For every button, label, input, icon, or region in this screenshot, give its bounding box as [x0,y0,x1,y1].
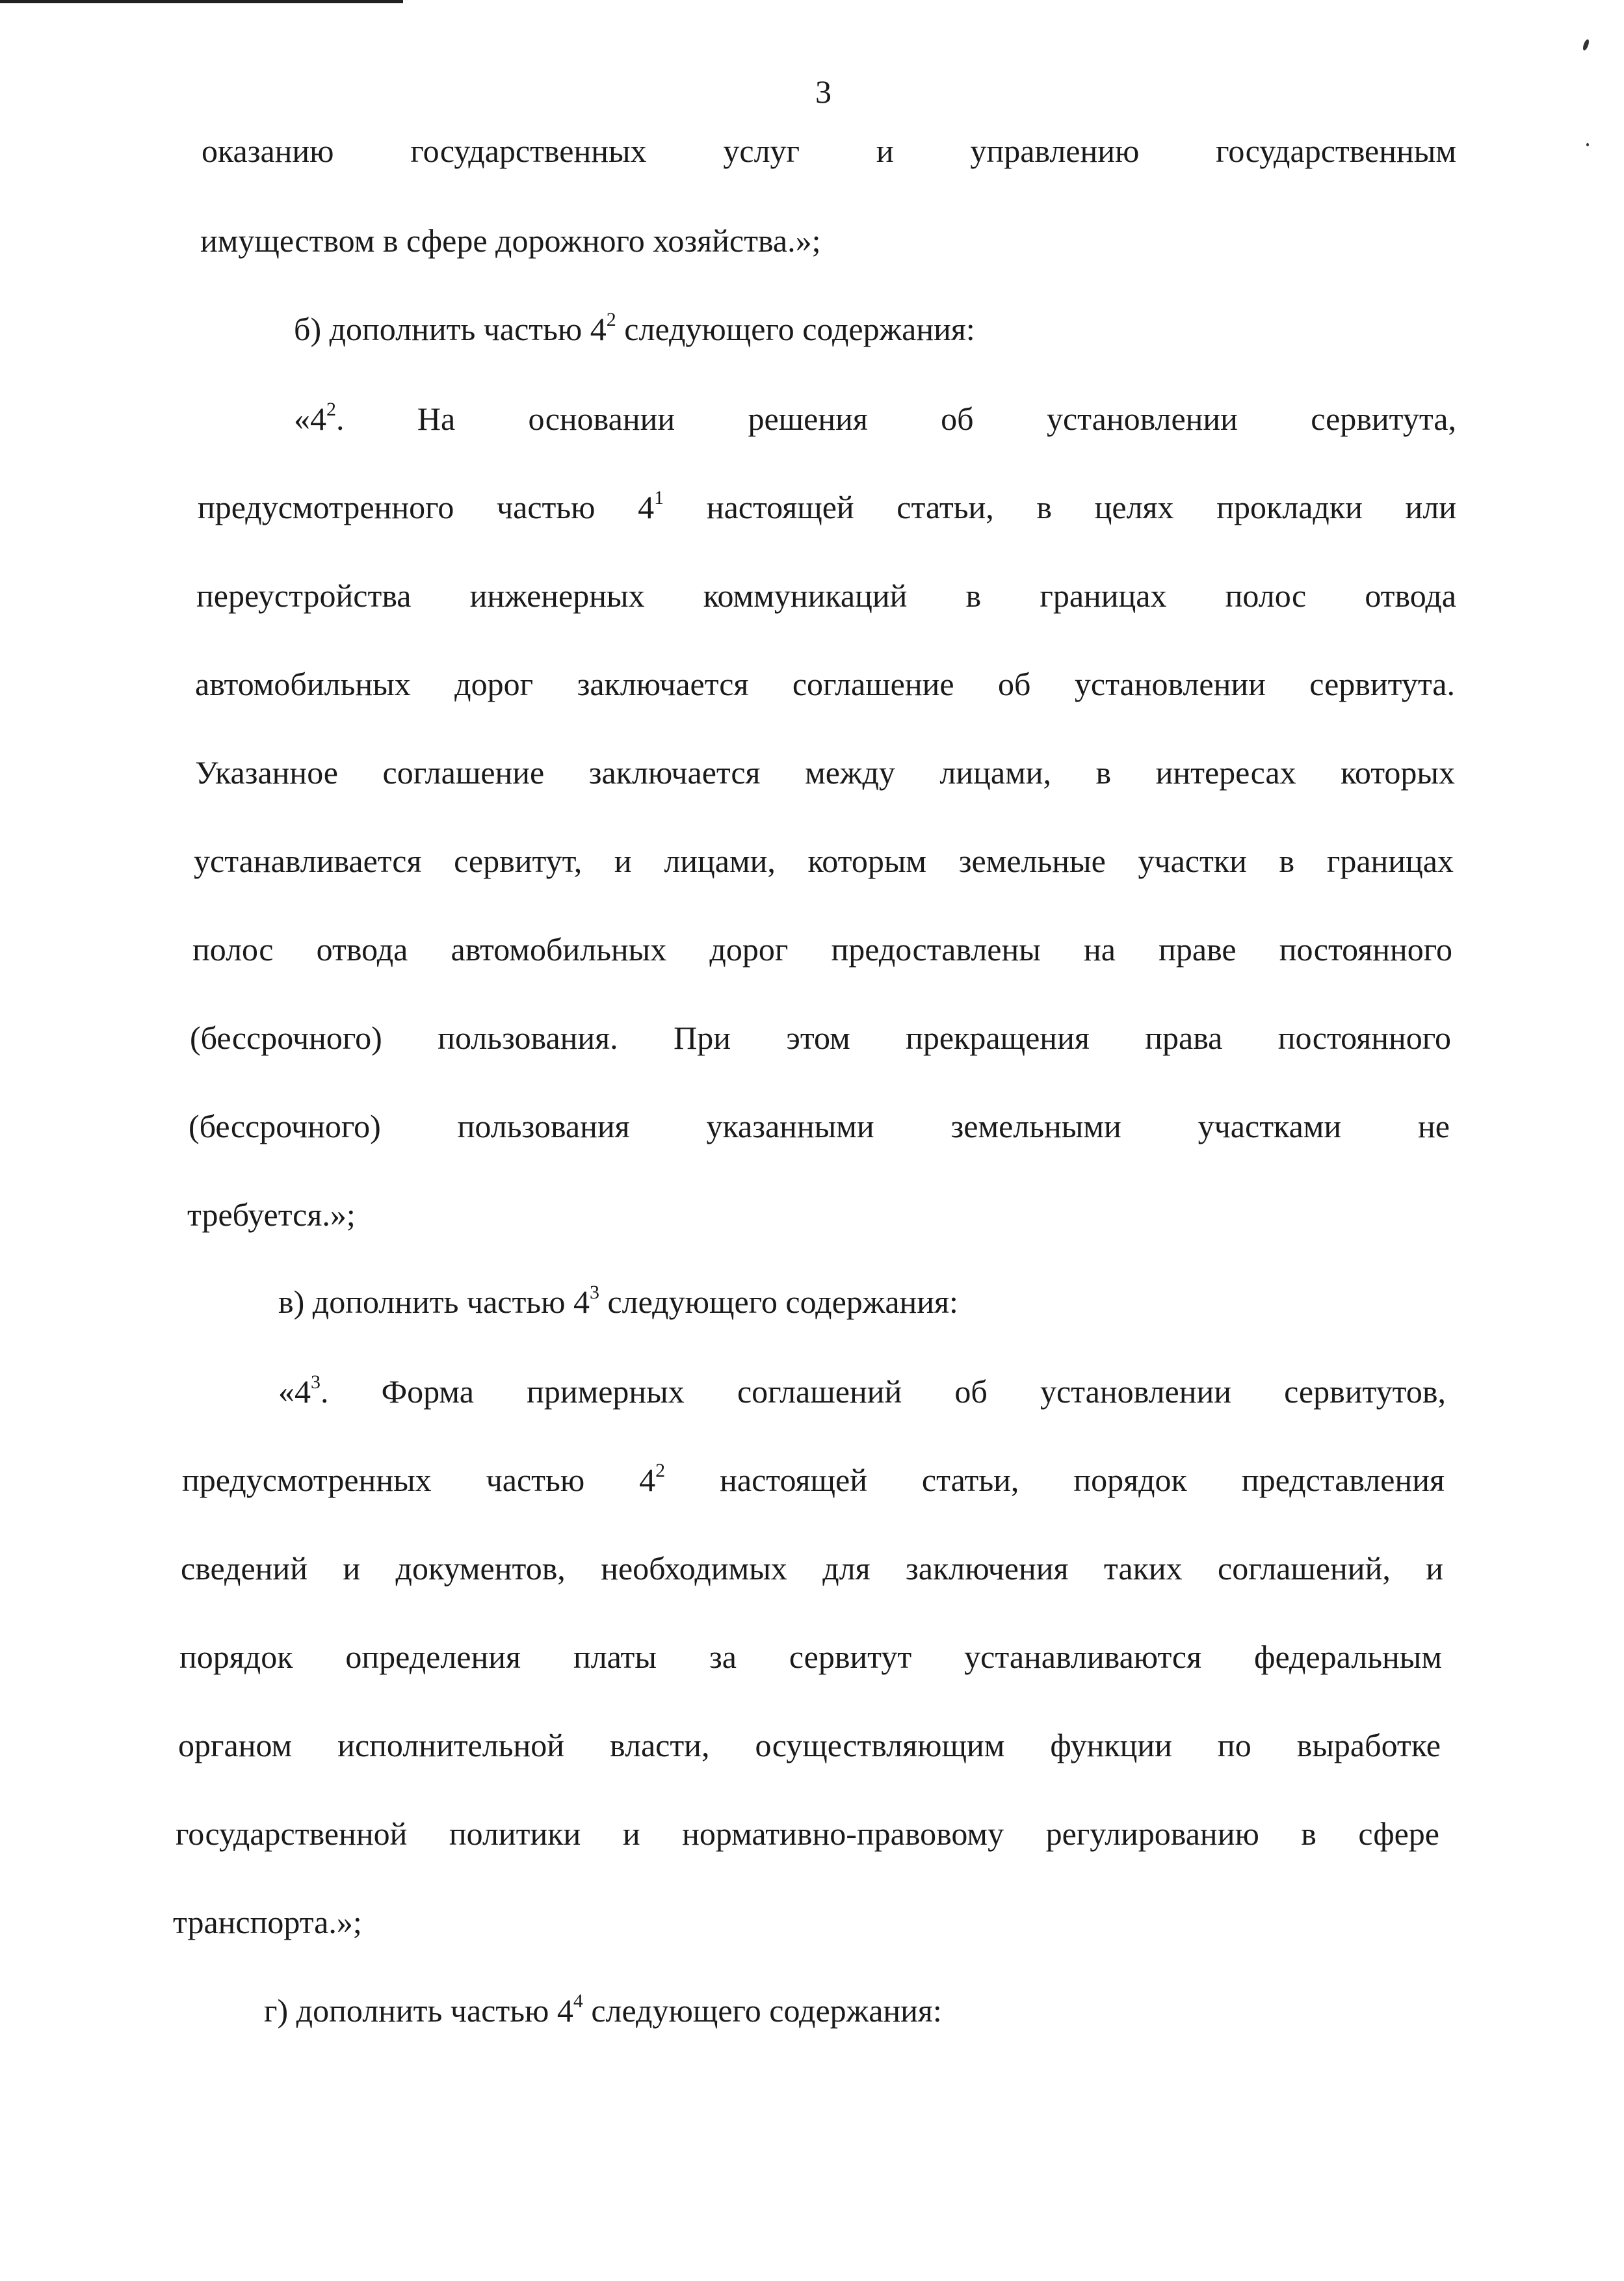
text-line: переустройства инженерных коммуникаций в границах полос отвода [196,577,1456,614]
text-line: предусмотренного частью $4^1$ настоящей статьи, в целях прокладки или [198,487,1457,525]
text-line: устанавливается сервитут, и лицами, которым земельные участки в границах [194,843,1454,879]
text-line: «$4^3$. Форма примерных соглашений об установлении сервитутов, [278,1371,1446,1410]
text-line: требуется.»; [187,1196,356,1233]
text-line: г) дополнить частью $4^4$ следующего содержания: [264,1990,942,2029]
text-line: «$4^2$. На основании решения об установлении сервитута, [294,399,1456,437]
scan-top-line [0,0,403,3]
text-line: имуществом в сфере дорожного хозяйства.»; [200,222,821,259]
page-number: 3 [815,73,832,110]
text-line: органом исполнительной власти, осуществляющим функции по выработке [178,1727,1441,1763]
text-line: в) дополнить частью $4^3$ следующего содержания: [278,1282,958,1320]
text-line: б) дополнить частью $4^2$ следующего содержания: [294,309,975,347]
text-line: оказанию государственных услуг и управлению государственным [202,133,1456,169]
text-line: автомобильных дорог заключается соглашение об установлении сервитута. [195,666,1455,702]
text-line: государственной политики и нормативно-правовому регулированию в сфере [176,1815,1439,1852]
text-line: полос отвода автомобильных дорог предоставлены на праве постоянного [192,931,1452,968]
scan-speck [1586,143,1589,146]
text-line: порядок определения платы за сервитут устанавливаются федеральным [179,1639,1442,1675]
text-line: (бессрочного) пользования указанными земельными участками не [189,1108,1450,1144]
text-line: сведений и документов, необходимых для заключения таких соглашений, и [181,1550,1443,1587]
text-line: Указанное соглашение заключается между лицами, в интересах которых [195,754,1455,791]
text-line: транспорта.»; [173,1904,362,1940]
text-line: (бессрочного) пользования. При этом прекращения права постоянного [190,1020,1451,1056]
text-line: предусмотренных частью $4^2$ настоящей статьи, порядок представления [182,1460,1445,1498]
scan-speck [1582,38,1590,51]
